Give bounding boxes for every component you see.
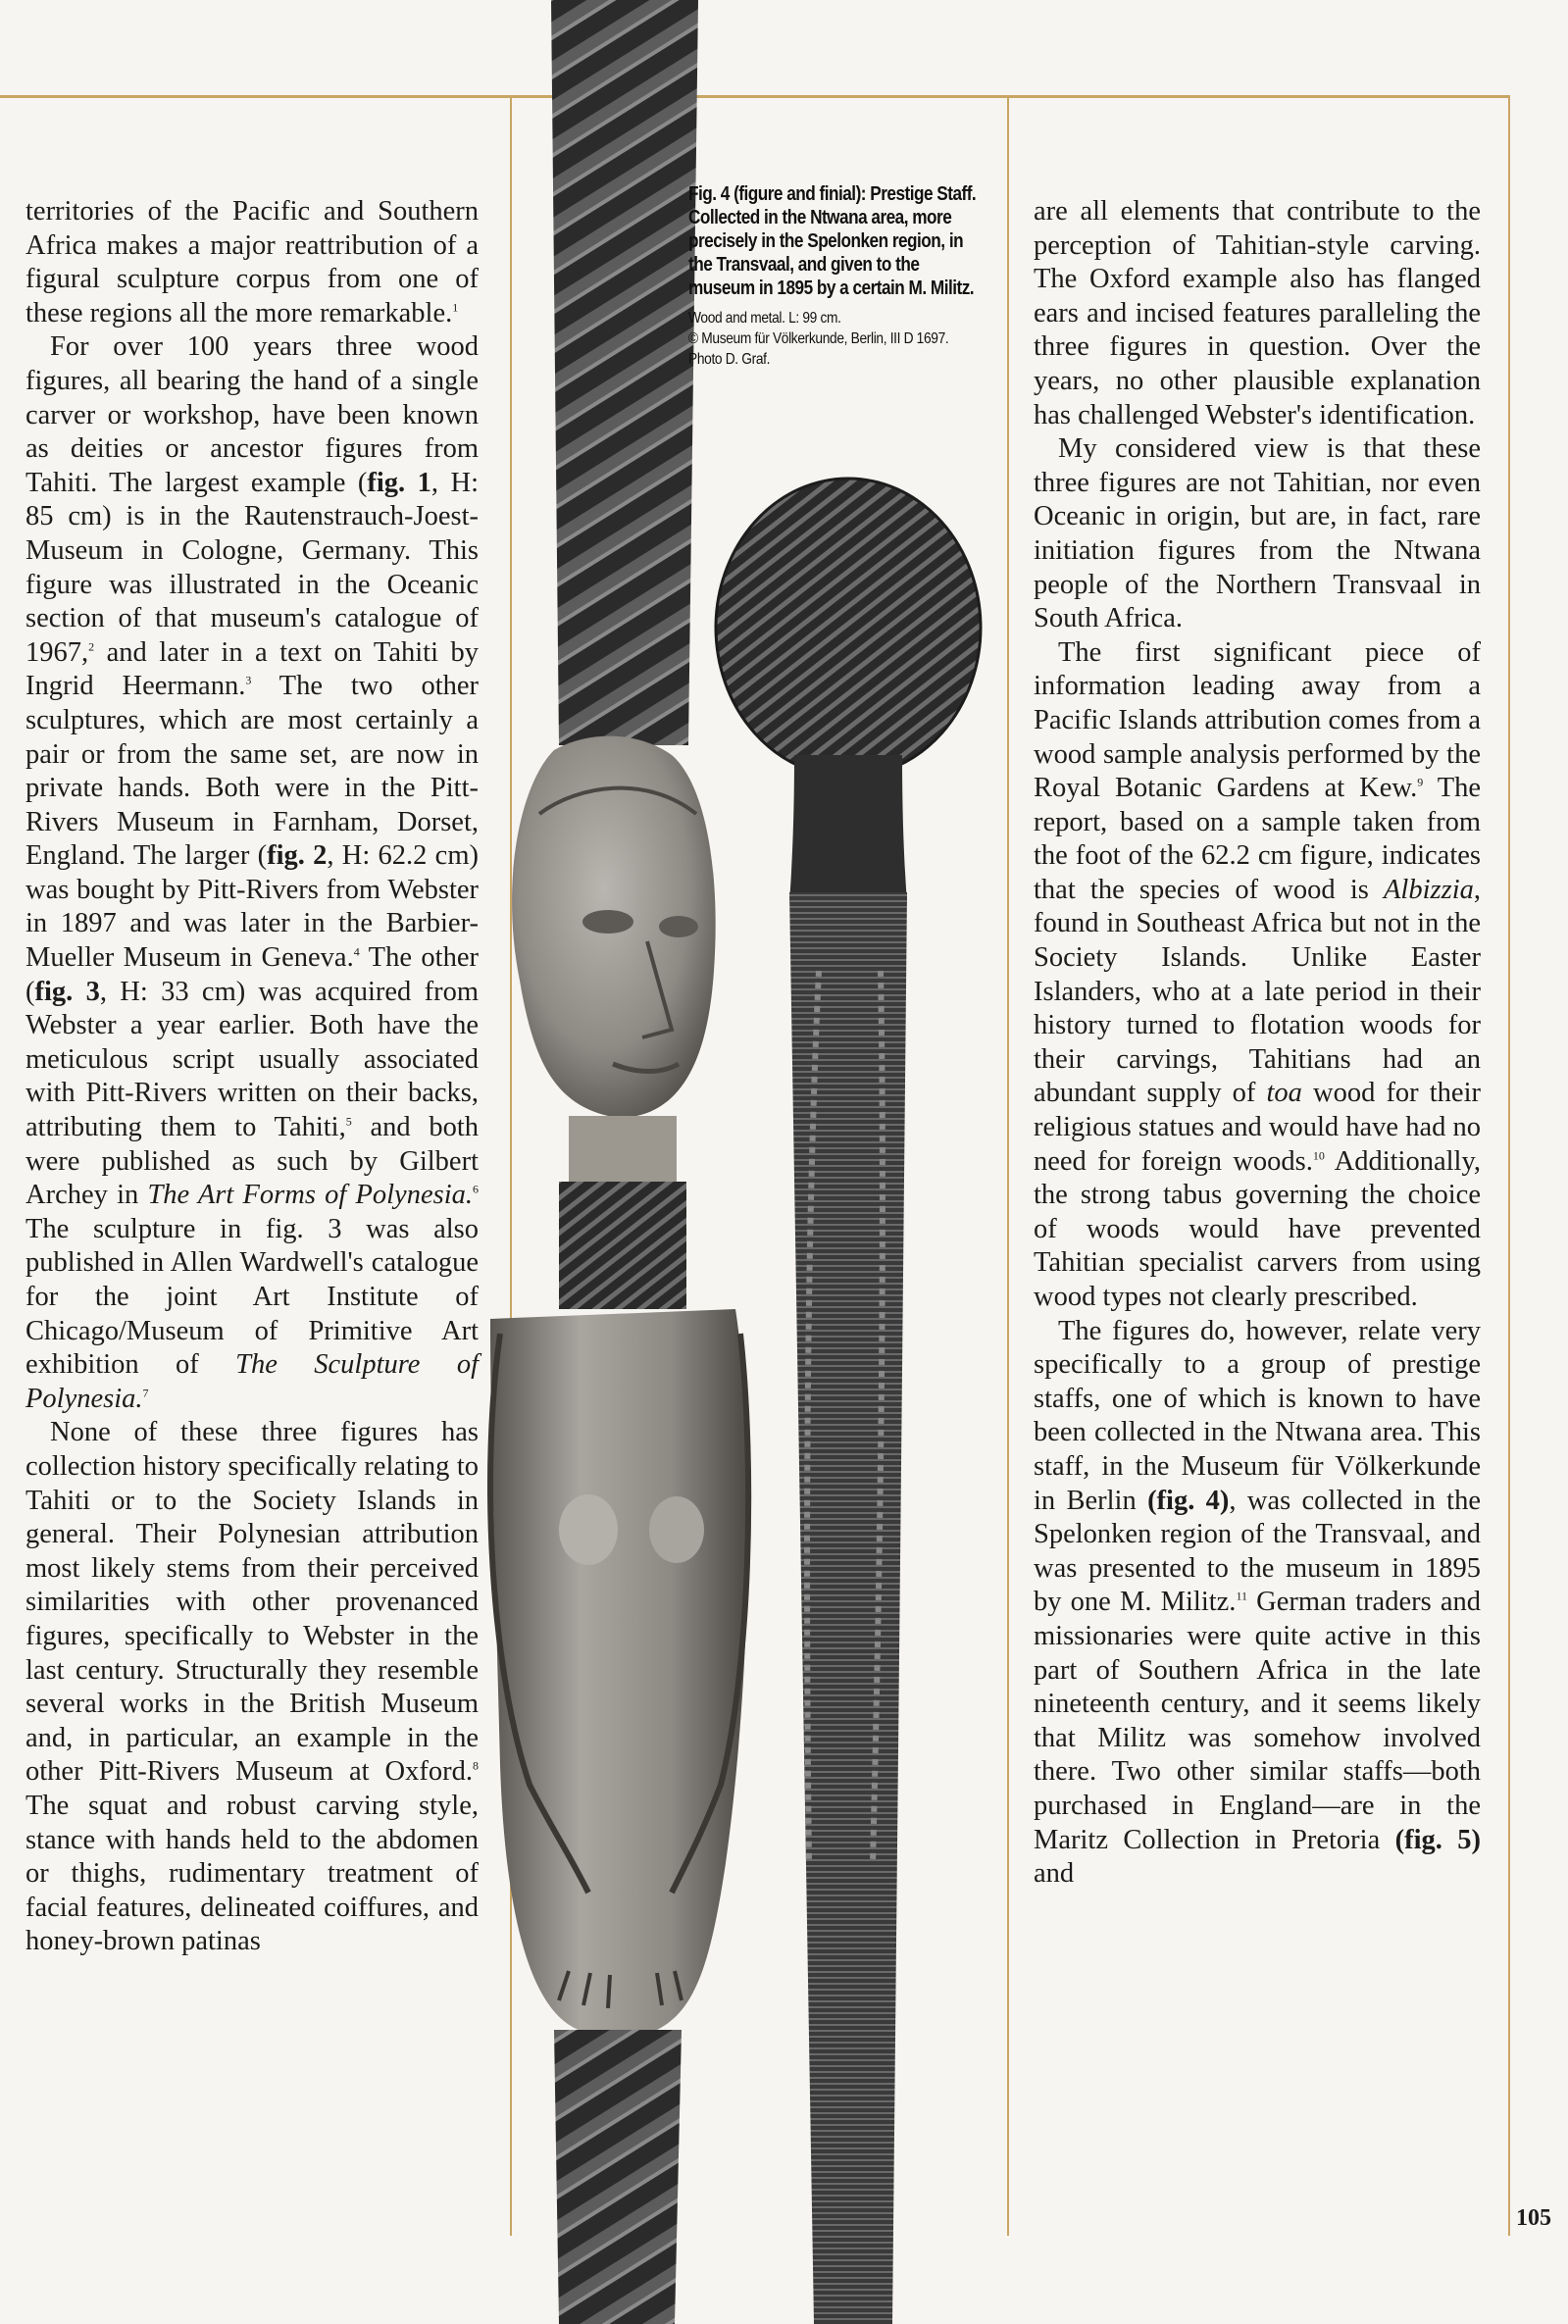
page-number: 105 xyxy=(1516,2205,1551,2231)
book-title: The Art Forms of Polynesia. xyxy=(147,1180,473,1211)
book-title: The Sculpture of Polynesia. xyxy=(25,1349,479,1414)
figure-caption xyxy=(688,182,988,370)
footnote-marker: 10 xyxy=(1312,1148,1325,1163)
figure-reference: fig. 1 xyxy=(367,467,431,498)
paragraph: territories of the Pacific and Southern Africa makes a major reattribution of a figural sculpture corpus from one of these regions all the more remarkable.$^1$ xyxy=(25,196,479,328)
footnote-marker: 8 xyxy=(473,1758,479,1773)
paragraph: are all elements that contribute to the perception of Tahitian-style carving. The Oxford example also has flanged ears and incised features paralleling the three figures in question. Over the years, no other plausible explanation has challenged Webster's identification. xyxy=(1034,196,1481,430)
margin-rule xyxy=(1508,98,1510,2236)
caption-photo-credit: Photo D. Graf. xyxy=(688,351,771,368)
right-text-column xyxy=(1034,195,1481,1892)
footnote-marker: 9 xyxy=(1417,775,1424,789)
footnote-marker: 2 xyxy=(88,639,95,654)
caption-credit: © Museum für Völkerkunde, Berlin, III D 1697. xyxy=(688,330,949,347)
figure-reference: fig. 2 xyxy=(267,840,328,872)
paragraph: The first significant piece of information leading away from a Pacific Islands attribution comes from a wood sample analysis performed by the Royal Botanic Gardens at Kew.$^9$ The report, based on a sample taken from the foot of the 62.2 cm figure, indicates that the species of wood is Albizzia, found in Southeast Africa but not in the Society Islands. Unlike Easter Islanders, who at a late period in their history turned to flotation woods for their carvings, Tahitians had an abundant supply of toa wood for their religious statues and would have had no need for foreign woods.$^{10}$ Additionally, the strong tabus governing the choice of woods would have prevented Tahitian specialist carvers from using wood types not clearly prescribed. xyxy=(1034,636,1481,1312)
paragraph: None of these three figures has collection history specifically relating to Tahiti or to the Society Islands in general. Their Polynesian attribution most likely stems from their perceived similarities with other provenanced figures, specifically to Webster in the last century. Structurally they resemble several works in the British Museum and, in particular, an example in the other Pitt-Rivers Museum at Oxford.$^8$ The squat and robust carving style, stance with hands held to the abdomen or thighs, rudimentary treatment of facial features, delineated coiffures, and honey-brown patinas xyxy=(25,1417,479,1957)
footnote-marker: 5 xyxy=(345,1114,352,1129)
caption-material: Wood and metal. L: 99 cm. xyxy=(688,310,841,327)
paragraph: My considered view is that these three figures are not Tahitian, nor even Oceanic in origin, but are, in fact, rare initiation figures from the Ntwana people of the Northern Transvaal in South Africa. xyxy=(1034,433,1481,634)
figure-reference: (fig. 5) xyxy=(1394,1824,1482,1855)
footnote-marker: 6 xyxy=(472,1182,479,1196)
paragraph: The figures do, however, relate very specifically to a group of prestige staffs, one of which is known to have been collected in the Ntwana area. This staff, in the Museum für Völkerkunde in Berlin (fig. 4), was collected in the Spelonken region of the Transvaal, and was presented to the museum in 1895 by one M. Militz.$^{11}$ German traders and missionaries were quite active in this part of Southern Africa in the late nineteenth century, and it seems likely that Militz was somehow involved there. Two other similar staffs—both purchased in England—are in the Maritz Collection in Pretoria (fig. 5) and xyxy=(1034,1315,1482,1890)
figure-reference: (fig. 4) xyxy=(1147,1485,1230,1516)
figure-reference: fig. 3 xyxy=(34,976,100,1007)
footnote-marker: 3 xyxy=(245,673,252,687)
genus-name: Albizzia xyxy=(1384,874,1474,905)
footnote-marker: 7 xyxy=(142,1386,149,1400)
wood-name: toa xyxy=(1266,1078,1302,1109)
footnote-marker: 1 xyxy=(452,300,459,315)
paragraph: For over 100 years three wood figures, all bearing the hand of a single carver or workshop, have been known as deities or ancestor figures from Tahiti. The largest example (fig. 1, H: 85 cm) is in the Rautenstrauch-Joest-Museum in Cologne, Germany. This figure was illustrated in the Oceanic section of that museum's catalogue of 1967,$^2$ and later in a text on Tahiti by Ingrid Heermann.$^3$ The two other sculptures, which are most certainly a pair or from the same set, are now in private hands. Both were in the Pitt-Rivers Museum in Farnham, Dorset, England. The larger (fig. 2, H: 62.2 cm) was bought by Pitt-Rivers from Webster in 1897 and was later in the Barbier-Mueller Museum in Geneva.$^4$ The other (fig. 3, H: 33 cm) was acquired from Webster a year earlier. Both have the meticulous script usually associated with Pitt-Rivers written on their backs, attributing them to Tahiti,$^5$ and both were published as such by Gilbert Archey in The Art Forms of Polynesia.$^6$ The sculpture in fig. 3 was also published in Allen Wardwell's catalogue for the joint Art Institute of Chicago/Museum of Primitive Art exhibition of The Sculpture of Polynesia.$^7$ xyxy=(25,331,479,1414)
footnote-marker: 4 xyxy=(353,944,360,959)
caption-title: Fig. 4 (figure and finial): Prestige Staff. Collected in the Ntwana area, more precisely in the Spelonken region, in the Transvaal, and given to the museum in 1895 by a certain M. Militz. xyxy=(688,183,977,299)
footnote-marker: 11 xyxy=(1236,1589,1247,1603)
left-text-column xyxy=(25,195,479,1959)
